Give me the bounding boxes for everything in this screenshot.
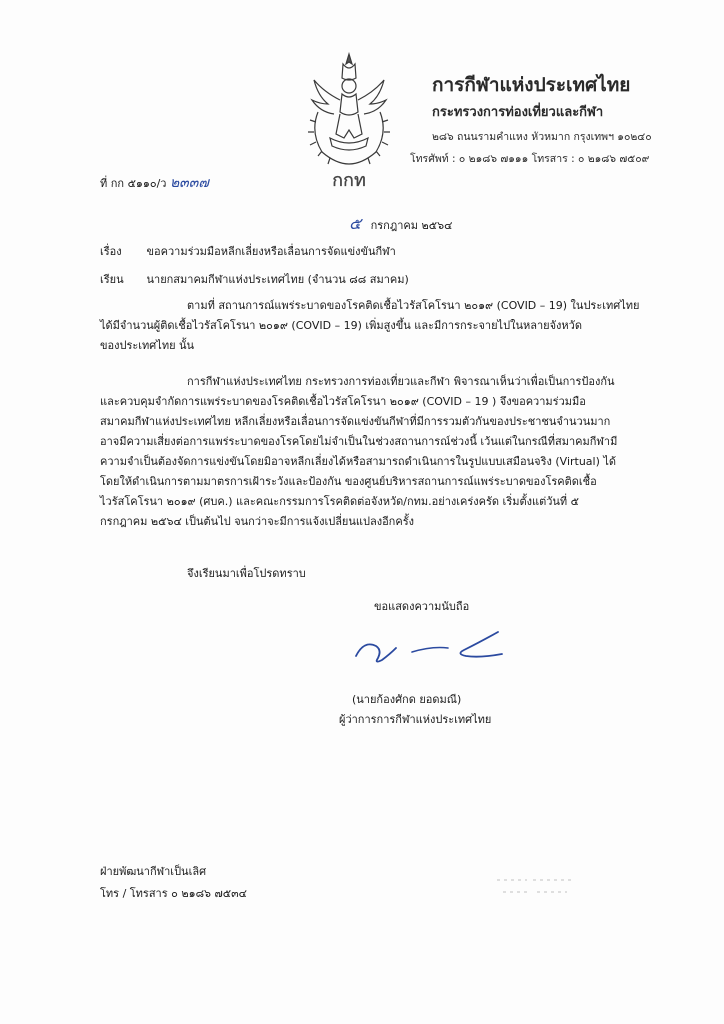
signer-title: ผู้ว่าการการกีฬาแห่งประเทศไทย: [339, 713, 492, 726]
body-paragraph-1: [100, 296, 640, 356]
paragraph-line: ไวรัสโคโรนา ๒๐๑๙ (ศบค.) และคณะกรรมการโรคติดต่อจังหวัด/กทม.อย่างเคร่งครัด เริ่มตั้งแต่วันที่ ๕: [100, 495, 579, 508]
address-line: ๒๘๖ ถนนรามคำแหง หัวหมาก กรุงเทพฯ ๑๐๒๔๐: [432, 131, 652, 143]
ministry-name: กระทรวงการท่องเที่ยวและกีฬา: [432, 105, 604, 120]
handwritten-signature: [352, 628, 512, 668]
subject-line: [100, 242, 396, 260]
emblem-text: กกท: [332, 170, 366, 191]
paragraph-line: ตามที่ สถานการณ์แพร่ระบาดของโรคติดเชื้อไวรัสโคโรนา ๒๐๑๙ (COVID – 19) ในประเทศไทย: [187, 299, 640, 312]
reference-handwritten-number: ๒๓๓๗: [169, 175, 209, 191]
date-month-year: กรกฎาคม ๒๕๖๔: [370, 219, 453, 232]
signer-name: (นายก้องศักด ยอดมณี): [352, 693, 462, 706]
closing-regards: ขอแสดงความนับถือ: [374, 600, 470, 613]
paragraph-line: การกีฬาแห่งประเทศไทย กระทรวงการท่องเที่ยวและกีฬา พิจารณาเห็นว่าเพื่อเป็นการป้องกัน: [187, 375, 615, 388]
paragraph-line: ของประเทศไทย นั้น: [100, 339, 195, 352]
recipient-text: นายกสมาคมกีฬาแห่งประเทศไทย (จำนวน ๘๘ สมาคม): [146, 273, 409, 286]
recipient-label: เรียน: [100, 273, 124, 286]
body-paragraph-2: [100, 372, 620, 532]
date-day-handwritten: ๕: [349, 214, 362, 233]
recipient-line: [100, 270, 409, 288]
letter-date: [349, 212, 452, 237]
paragraph-line: และควบคุมจำกัดการแพร่ระบาดของโรคติดเชื้อไวรัสโคโรนา ๒๐๑๙ (COVID – 19 ) จึงขอความร่วมมือ: [100, 395, 586, 408]
footer-department: ฝ่ายพัฒนากีฬาเป็นเลิศ: [100, 865, 207, 878]
closing-request: จึงเรียนมาเพื่อโปรดทราบ: [187, 567, 306, 580]
footer-contact: โทร / โทรสาร ๐ ๒๑๘๖ ๗๕๓๔: [100, 887, 247, 900]
reference-prefix: ที่ กก ๕๑๑๐/ว: [100, 177, 167, 190]
sports-authority-emblem-icon: [300, 52, 398, 192]
paragraph-line: ได้มีจำนวนผู้ติดเชื้อไวรัสโคโรนา ๒๐๑๙ (COVID – 19) เพิ่มสูงขึ้น และมีการกระจายไปในหลายจังหวัด: [100, 319, 582, 332]
paragraph-line: โดยให้ดำเนินการตามมาตรการเฝ้าระวังและป้องกัน ของศูนย์บริหารสถานการณ์แพร่ระบาดของโรคติดเชื้อ: [100, 475, 597, 488]
phone-fax-line: โทรศัพท์ : ๐ ๒๑๘๖ ๗๑๑๑ โทรสาร : ๐ ๒๑๘๖ ๗๕๐๙: [410, 153, 650, 165]
faint-stamp-mark: [493, 872, 583, 902]
subject-label: เรื่อง: [100, 245, 122, 258]
organization-name: การกีฬาแห่งประเทศไทย: [432, 74, 631, 96]
reference-number: [100, 172, 209, 194]
paragraph-line: สมาคมกีฬาแห่งประเทศไทย หลีกเลี่ยงหรือเลื่อนการจัดแข่งขันกีฬาที่มีการรวมตัวกันของประชาชนจำนวนมาก: [100, 415, 611, 428]
subject-text: ขอความร่วมมือหลีกเลี่ยงหรือเลื่อนการจัดแข่งขันกีฬา: [146, 245, 396, 258]
paragraph-line: กรกฎาคม ๒๕๖๔ เป็นต้นไป จนกว่าจะมีการแจ้งเปลี่ยนแปลงอีกครั้ง: [100, 515, 414, 528]
paragraph-line: อาจมีความเสี่ยงต่อการแพร่ระบาดของโรคโดยไม่จำเป็นในช่วงสถานการณ์ช่วงนี้ เว้นแต่ในกรณีที่สมาคมกีฬามี: [100, 435, 618, 448]
paragraph-line: ความจำเป็นต้องจัดการแข่งขันโดยมิอาจหลีกเลี่ยงได้หรือสามารถดำเนินการในรูปแบบเสมือนจริง (Virtual) ได้: [100, 455, 617, 468]
